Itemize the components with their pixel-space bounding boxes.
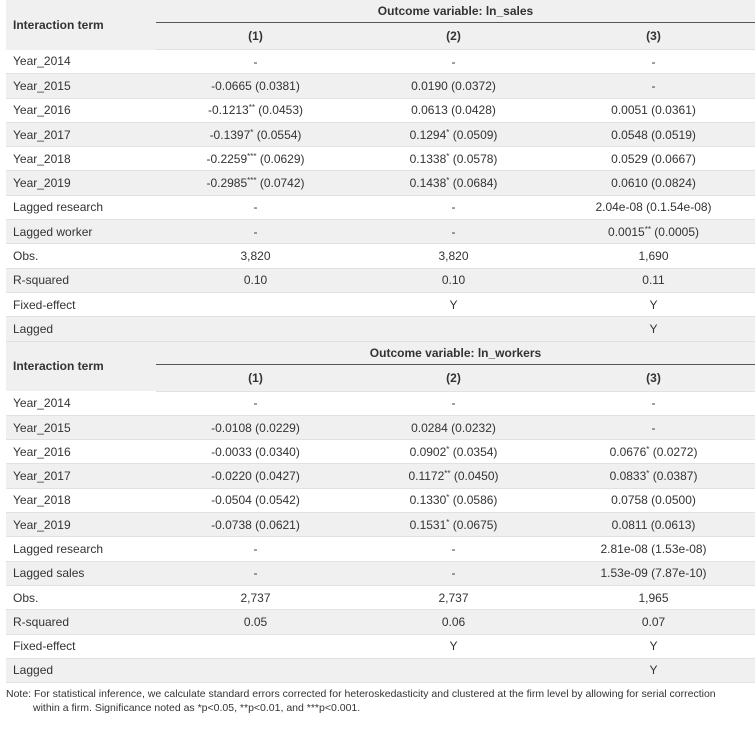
table-row bbox=[6, 171, 755, 195]
column-number-2: (2) bbox=[355, 364, 552, 391]
cell-model-3: 0.0676* (0.0272) bbox=[552, 440, 755, 464]
row-label: R-squared bbox=[6, 268, 156, 292]
table-row bbox=[6, 610, 755, 634]
row-label: Year_2016 bbox=[6, 440, 156, 464]
table-row bbox=[6, 561, 755, 585]
cell-model-1: - bbox=[156, 391, 355, 415]
row-label: Lagged research bbox=[6, 195, 156, 219]
table-row bbox=[6, 464, 755, 488]
note-line-2: within a firm. Significance noted as *p<0.05, **p<0.01, and ***p<0.001. bbox=[33, 702, 361, 715]
table-row bbox=[6, 74, 755, 98]
cell-model-1: 0.05 bbox=[156, 610, 355, 634]
cell-model-2: - bbox=[355, 537, 552, 561]
cell-model-3: 1,690 bbox=[552, 244, 755, 268]
table-row bbox=[6, 415, 755, 439]
cell-model-3: 0.0529 (0.0667) bbox=[552, 147, 755, 171]
row-label: Year_2019 bbox=[6, 513, 156, 537]
cell-model-2: 0.10 bbox=[355, 268, 552, 292]
cell-model-3: Y bbox=[552, 292, 755, 316]
cell-model-2 bbox=[355, 317, 552, 341]
cell-model-3: 0.0758 (0.0500) bbox=[552, 488, 755, 512]
cell-model-2: - bbox=[355, 195, 552, 219]
cell-model-2: 0.1438* (0.0684) bbox=[355, 171, 552, 195]
cell-model-1: -0.2259*** (0.0629) bbox=[156, 147, 355, 171]
cell-model-2: 0.0190 (0.0372) bbox=[355, 74, 552, 98]
note-line-1: Note: For statistical inference, we calculate standard errors corrected for heteroskedasticity and clustered at the firm level by allowing for serial correction bbox=[6, 688, 716, 701]
table-row bbox=[6, 98, 755, 122]
cell-model-1: - bbox=[156, 537, 355, 561]
row-label: Year_2015 bbox=[6, 415, 156, 439]
cell-model-2: 3,820 bbox=[355, 244, 552, 268]
row-label: Year_2018 bbox=[6, 147, 156, 171]
cell-model-1 bbox=[156, 292, 355, 316]
cell-model-1: 0.10 bbox=[156, 268, 355, 292]
table-row bbox=[6, 513, 755, 537]
table-row bbox=[6, 317, 755, 341]
cell-model-1: - bbox=[156, 195, 355, 219]
row-label: Lagged bbox=[6, 658, 156, 682]
regression-table bbox=[6, 0, 755, 683]
cell-model-1: 2,737 bbox=[156, 585, 355, 609]
cell-model-2: 2,737 bbox=[355, 585, 552, 609]
cell-model-3: - bbox=[552, 415, 755, 439]
table-row bbox=[6, 147, 755, 171]
table-row bbox=[6, 292, 755, 316]
cell-model-3: 0.07 bbox=[552, 610, 755, 634]
row-label: Year_2018 bbox=[6, 488, 156, 512]
cell-model-3: - bbox=[552, 50, 755, 74]
cell-model-1 bbox=[156, 317, 355, 341]
cell-model-3: 0.0051 (0.0361) bbox=[552, 98, 755, 122]
table-row bbox=[6, 244, 755, 268]
cell-model-1: 3,820 bbox=[156, 244, 355, 268]
column-number-3: (3) bbox=[552, 364, 755, 391]
panel-header-row bbox=[6, 341, 755, 364]
table-row bbox=[6, 585, 755, 609]
cell-model-2: - bbox=[355, 50, 552, 74]
table-row bbox=[6, 50, 755, 74]
cell-model-2: 0.0284 (0.0232) bbox=[355, 415, 552, 439]
panel-header-row bbox=[6, 0, 755, 23]
row-label: Obs. bbox=[6, 585, 156, 609]
table-row bbox=[6, 268, 755, 292]
cell-model-3: 0.0548 (0.0519) bbox=[552, 122, 755, 146]
cell-model-1: - bbox=[156, 220, 355, 244]
cell-model-1: -0.0108 (0.0229) bbox=[156, 415, 355, 439]
column-number-1: (1) bbox=[156, 23, 355, 50]
cell-model-3: Y bbox=[552, 634, 755, 658]
cell-model-3: 0.0833* (0.0387) bbox=[552, 464, 755, 488]
table-row bbox=[6, 220, 755, 244]
table-row bbox=[6, 658, 755, 682]
row-label: Fixed-effect bbox=[6, 292, 156, 316]
outcome-title: Outcome variable: ln_sales bbox=[156, 0, 755, 23]
interaction-term-header: Interaction term bbox=[6, 341, 156, 391]
cell-model-2: - bbox=[355, 391, 552, 415]
cell-model-1: -0.0738 (0.0621) bbox=[156, 513, 355, 537]
table-row bbox=[6, 391, 755, 415]
row-label: Year_2014 bbox=[6, 391, 156, 415]
cell-model-2: Y bbox=[355, 292, 552, 316]
row-label: Lagged sales bbox=[6, 561, 156, 585]
cell-model-3: 1,965 bbox=[552, 585, 755, 609]
cell-model-2: 0.1172** (0.0450) bbox=[355, 464, 552, 488]
cell-model-1 bbox=[156, 658, 355, 682]
column-number-2: (2) bbox=[355, 23, 552, 50]
cell-model-1: -0.0504 (0.0542) bbox=[156, 488, 355, 512]
cell-model-2: Y bbox=[355, 634, 552, 658]
table-row bbox=[6, 488, 755, 512]
table-row bbox=[6, 440, 755, 464]
cell-model-3: 0.0015** (0.0005) bbox=[552, 220, 755, 244]
cell-model-3: 1.53e-09 (7.87e-10) bbox=[552, 561, 755, 585]
row-label: Year_2017 bbox=[6, 122, 156, 146]
cell-model-2: 0.0902* (0.0354) bbox=[355, 440, 552, 464]
column-number-3: (3) bbox=[552, 23, 755, 50]
cell-model-1: -0.0665 (0.0381) bbox=[156, 74, 355, 98]
row-label: Fixed-effect bbox=[6, 634, 156, 658]
row-label: Year_2014 bbox=[6, 50, 156, 74]
row-label: Lagged research bbox=[6, 537, 156, 561]
table-row bbox=[6, 195, 755, 219]
cell-model-3: 0.0811 (0.0613) bbox=[552, 513, 755, 537]
cell-model-3: - bbox=[552, 74, 755, 98]
cell-model-1: - bbox=[156, 561, 355, 585]
row-label: Obs. bbox=[6, 244, 156, 268]
regression-table-body bbox=[6, 0, 755, 683]
cell-model-1: -0.1213** (0.0453) bbox=[156, 98, 355, 122]
row-label: Year_2017 bbox=[6, 464, 156, 488]
table-row bbox=[6, 634, 755, 658]
row-label: Year_2016 bbox=[6, 98, 156, 122]
row-label: Lagged worker bbox=[6, 220, 156, 244]
cell-model-1: -0.0220 (0.0427) bbox=[156, 464, 355, 488]
cell-model-2: - bbox=[355, 561, 552, 585]
table-row bbox=[6, 537, 755, 561]
cell-model-3: 2.81e-08 (1.53e-08) bbox=[552, 537, 755, 561]
cell-model-2: 0.1330* (0.0586) bbox=[355, 488, 552, 512]
outcome-title: Outcome variable: ln_workers bbox=[156, 341, 755, 364]
cell-model-3: - bbox=[552, 391, 755, 415]
cell-model-3: Y bbox=[552, 658, 755, 682]
cell-model-2: 0.06 bbox=[355, 610, 552, 634]
cell-model-2: - bbox=[355, 220, 552, 244]
cell-model-2 bbox=[355, 658, 552, 682]
cell-model-2: 0.1531* (0.0675) bbox=[355, 513, 552, 537]
row-label: Year_2019 bbox=[6, 171, 156, 195]
cell-model-2: 0.1338* (0.0578) bbox=[355, 147, 552, 171]
cell-model-1: -0.1397* (0.0554) bbox=[156, 122, 355, 146]
cell-model-1 bbox=[156, 634, 355, 658]
cell-model-3: 2.04e-08 (0.1.54e-08) bbox=[552, 195, 755, 219]
row-label: Lagged bbox=[6, 317, 156, 341]
interaction-term-header: Interaction term bbox=[6, 0, 156, 50]
cell-model-1: -0.2985*** (0.0742) bbox=[156, 171, 355, 195]
table-note bbox=[6, 687, 751, 715]
column-number-1: (1) bbox=[156, 364, 355, 391]
cell-model-2: 0.1294* (0.0509) bbox=[355, 122, 552, 146]
cell-model-1: -0.0033 (0.0340) bbox=[156, 440, 355, 464]
cell-model-1: - bbox=[156, 50, 355, 74]
row-label: R-squared bbox=[6, 610, 156, 634]
row-label: Year_2015 bbox=[6, 74, 156, 98]
cell-model-3: 0.0610 (0.0824) bbox=[552, 171, 755, 195]
cell-model-3: Y bbox=[552, 317, 755, 341]
table-row bbox=[6, 122, 755, 146]
cell-model-3: 0.11 bbox=[552, 268, 755, 292]
cell-model-2: 0.0613 (0.0428) bbox=[355, 98, 552, 122]
